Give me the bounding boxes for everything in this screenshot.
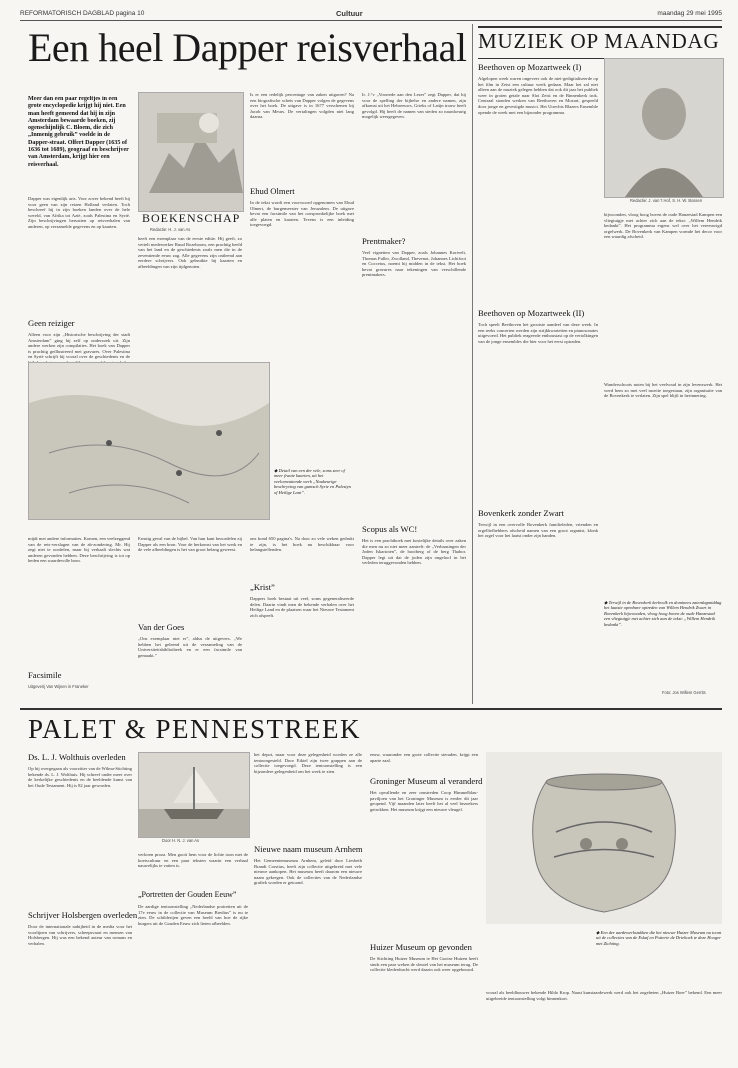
body-paragraph: Afgelopen week waren ongeveer ook de niet-gedigitaliseerde op het film in Zeist een cultuur week gedaan. Maar het zal niet alleen aan de muziek gelegen hebben dat ook dit jaar het publiek weer in groten getale naar Slot Zeist en de Binnenkerk trok. Centraal stonden werken van Beethoven en Mozart, gespeeld door jonge en gevestigde musici. Het Utrechts Blazers Ensemble opende de week met een bijzonder programma. [478,76,598,115]
body-paragraph: eeuw, waaronder een grote collectie sieraden, krijgt een aparte zaal. [370,752,478,763]
subheading-van-der-goes: Van der Goes [138,622,185,632]
map-caption [274,468,352,528]
body-paragraph: Terwijl in een overvolle Bovenkerk familieleden, vrienden en orgelliefhebbers afscheid namen van een groot organist, klonk het orgel voor het laatst onder zijn handen. [478,522,598,539]
body-paragraph: vooral als beeldhouwer bekende Hildo Krop. Naast kunstaardewerk werd ook het zogeheten „Huizer Boer” bekend. Een meer uitgebreide tentoonstelling volgt binnenkort. [486,990,722,1001]
caption-bullet-icon: ◆ [596,930,601,935]
portrait-illustration [605,59,723,197]
music-photo-credit: Foto: Jos Willem Gerrits [662,690,706,695]
music-credit: Redactie: J. van 't Hof, S. H. W. Bossen [630,198,702,203]
engraving-illustration [139,93,243,211]
body-paragraph: Dappers boek bestaat uit veel, soms gegeneraliseerde delen. Daarin vindt men de bekende verhalen over het Heilige Land en de plaatsen waar het Nieuwe Testament zich afspeelt. [250,596,354,618]
subheading-beethoven-1: Beethoven op Mozartweek (I) [478,62,582,72]
boekenschap-title: BOEKENSCHAP [142,211,241,225]
facsimile-credit: Uitgeverij Van Wijnen in Franeker [28,684,89,689]
body-paragraph: Het is een prachtboek met kostelijke details over zaken die men nu zo niet meer aantreft: de „Verbaasingen der Joden Iskarioten”, de hooiberg of de berg Thabor. Dapper legt uit dat de joden zijn ongeloof in het verleden teruggevonden hebben. [362,538,466,566]
body-paragraph: Wanderschoots noten bij het veelvoud in zijn levenswerk. Het werd hem zo met veel moeite toegestaan, zijn organisatie van de Bovenkerk te verlaten. Zijn spel blijft in herinnering. [604,382,722,399]
ship-illustration [139,753,249,837]
body-paragraph: heeft een exemplaar van de eerste editie. Hij geeft, zo vertelt medewerker Ruud Rozeboom, een prachtig beeld van het land en de geschiedenis zoals men die in de zeventiende eeuw zag. Alle gegevens zijn ontleend aan eerdere schrijvers. Ook gebruikte hij kaarten en afbeeldingen van zijn tijdgenoten. [138,236,242,269]
subheading-ehud-olmert: Ehud Olmert [250,186,295,196]
ship-photo-credit: Door H. N. J. van As [162,838,200,843]
caption-text: Detail van een der vele, soms zeer of meer fraaie kaarten, uit het veelomvattende werk „Naukeurige beschryving van gantsch Syrie en Palestyn of Heilige Lant”. [274,468,351,495]
body-paragraph: „Ons exemplaar niet er”, aldus de uitgevers. „We hebben het geleend uit de verzameling van de Universiteitsbibliotheek en er een facsimile van gemaakt.” [138,636,242,658]
body-paragraph: Op hij overgegaan als voorzitter van de Wilma-Stichting bekende ds. L. J. Wolthuis. Hij schreef onder meer over de kerkelijke geschiedenis en de beeldende kunst van het Oude Testament. Hij is 82 jaar geworden. [28,766,132,788]
publication-date: maandag 29 mei 1995 [657,10,722,17]
body-paragraph: Ernstig geval van de bijbel. Van hun kant beoordelen zij Dapper als een bron. Voor de herkomst van het werk en de vele afbeeldingen is het van groot belang geweest. [138,536,242,553]
subheading-portretten: „Portretten der Gouden Eeuw” [138,890,237,899]
article-title: Een heel Dapper reisverhaal [28,25,467,70]
body-paragraph: Door de internationale nabijheid in de media voor het voorlijnen van schrijvers, scheepsvaart en mensen van Holsbergen. Hij was een bekend auteur van romans en verhalen. [28,924,132,946]
article-lead: Meer dan een paar regeltjes in een grote encyclopedie krijgt hij niet. Een man heeft gemeend dat hij in zijn Amsterdam bewaarde boeken, zij ogenschijnlijk C. Bloem, die zich „Inmenig gebruik” voelde in de Dapper-straat. Olfert Dapper (1635 of 1636 tot 1689), geograaf en beschrijver van Amsterdam, krijgt hier een reisverhaal. [28,96,129,168]
subheading-facsimile: Facsimile [28,670,62,680]
vase-illustration [486,752,722,924]
caption-text: Een der aardewerkstukken die het nieuwe Huizer Museum nu toont uit de collecties van de Eskaf en Potterie de Driehoek te deze Hooger met Zichting. [596,930,722,946]
body-paragraph: Veel vignetten van Dapper, zoals Johannes Kortvelt, Thomas Fuller, Zwolland, Thevenot, Johannes Lichtfoot en Cocceius, noemt hij midden in de tekst. Het boek bevat gravures naar tekeningen van verschillende prentmakers. [362,250,466,278]
body-paragraph: mijdt met andere informaties. Komen, een veelzeggend van de reis-verslagen van de ab-zondering. Mr. Hij zegt niet te oordelen, maar hij verhaalt slechts wat anderen gevonden hebben. Deze beschrijving is tot op heden een waardevolle bron. [28,536,130,564]
section-name: Cultuur [336,9,363,18]
subheading-groninger: Groninger Museum al veranderd [370,776,483,786]
body-paragraph: ons bond 650 pagina's. Na door zo vele weken gedrukt te zijn, is het boek nu beschikbaar voor belangstellenden. [250,536,354,553]
music-header-box [478,26,722,59]
body-paragraph: Het Gemeentemuseum Arnhem, geleid door Liesbeth Brandt Corstius, heeft zijn collectie uitgebreid met vele nieuwe aankopen. Het museum heeft daarom een nieuwe naam gekregen. Ook de collecties van de Nederlandse grafiek worden er getoond. [254,858,362,886]
body-paragraph: Is er een redelijk percentage van zaken uitgaven? Na een biografische schets van Dapper volgen de gegevens over het boek. De uitgave is in 1677 verschenen bij Jacob van Meurs. De vertalingen volgden niet lang daarna. [250,92,354,120]
subheading-krist: „Krist” [250,582,275,592]
caption-text: Terwijl in de Bovenkerk kerkvolk en dominees zaterdagmiddag het laatste openbare optreden van Willem Hendrik Zwart in Bovenkerk bijwoonden, vloog hoog boven de oude Hanzestad een vliegtuigje met achter zich aan de tekst: „Willem Hendrik bedankt”. [604,600,722,627]
body-paragraph: De aardige tentoonstelling „Nederlandse portretten uit de 17e eeuw in de collectie van Museum Bredius” is nu te zien. De schilderijen geven een beeld van hoe de rijke burgers uit de Gouden Eeuw zich lieten afbeelden. [138,904,248,926]
section-divider [20,708,722,710]
music-section-title: MUZIEK OP MAANDAG [478,29,720,53]
paper-name: REFORMATORISCH DAGBLAD pagina 10 [20,10,145,17]
body-paragraph: bijwoonden, vloog hoog boven de oude Hanzestad Kampen een vliegtuigje met achter zich aan de tekst: „Willem Hendrik bedankt”. Het programma ergens wel over het vereeuwigd orgelwerk. De Bovenkerk van Kampen vormde het decor voor een waardig afscheid. [604,212,722,240]
music-caption [604,600,722,684]
body-paragraph: het depot, maar voor deze gelegenheid worden ze alle tentoongesteld. Door Eiktel zijn twee grappen aan de collectie toegevoegd. Deze tentoonstelling is een bijzondere gelegenheid om het werk te zien. [254,752,362,774]
subheading-wolthuis: Ds. L. J. Wolthuis overleden [28,752,126,762]
ship-painting-image [138,752,250,838]
body-paragraph: Het opvallende en zeer omstreden Coop Himmelblau-paviljoen van het Groninger Museum is eerder dit jaar geopend. Vijf maanden later heeft het al veel bezoekers getrokken. Het museum krijgt een nieuwe vleugel. [370,790,478,812]
subheading-arnhem: Nieuwe naam museum Arnhem [254,844,363,854]
map-image [28,362,270,520]
body-paragraph: Toch speelt Beethoven het grootste aandeel van deze week. In een reeks concerten werden zijn strijkkwartetten en pianosonates uitgevoerd. Het publiek reageerde enthousiast op de vertolkingen van de jonge ensembles die hier voor het eerst optraden. [478,322,598,344]
engraving-image [138,92,244,212]
subheading-geen-reiziger: Geen reiziger [28,318,75,328]
boekenschap-credit: Redactie: H. J. van As [150,227,191,232]
caption-bullet-icon: ◆ [604,600,609,605]
vase-image [486,752,722,924]
page-header [20,10,722,20]
body-paragraph: Alleen voor zijn „Historische beschrijving der stadt Amsterdam” ging hij zelf op onderzoek uit. Zijn andere werken zijn compilaties. Het boek van Dapper is prachtig geïllustreerd met gravures. Over Palestina en Syrië schrijft hij vooral over de geschiedenis en de [28,332,130,360]
column-divider [472,24,473,704]
subheading-holsbergen: Schrijver Holsbergen overleden [28,910,138,920]
subheading-beethoven-2: Beethoven op Mozartweek (II) [478,308,585,318]
subheading-huizer: Huizer Museum op gevonden [370,942,472,952]
palet-section-title: PALET & PENNESTREEK [28,714,362,744]
caption-bullet-icon: ◆ [274,468,279,473]
body-paragraph: verloren proza. Men gooit hem voor de lichte toon met de koetscultuur en een paar teksten waarin een verhaal nauwelijks te vatten is. [138,852,248,869]
conductor-photo [604,58,724,198]
subheading-scopus: Scopus als WC! [362,524,418,534]
body-paragraph: In de tekst wordt een voorwoord opgenomen van Ehud Olmert, de burgemeester van Jeruzalem. De uitgave bevat een facsimile van het oorspronkelijke boek met alle platen en kaarten. Tevens is een inleiding toegevoegd. [250,200,354,228]
body-paragraph: De Stichting Huizer Museum te Het Gooise Huizen heeft sinds een paar weken de sleutel van het museum terug. De collectie klederdracht werd daarin ook weer opgebouwd. [370,956,478,973]
header-rule [20,20,722,21]
map-illustration [29,363,269,519]
subheading-bovenkerk: Bovenkerk zonder Zwart [478,508,564,518]
vase-caption [596,930,722,986]
body-paragraph: Dapper was eigenlijk arts. Voor zover bekend heeft hij voor geen van zijn reizen Holland verlaten. Toch beschreef hij in zijn boeken landen over de hele wereld, van Afrika tot Azië, zoals Palestina en Syrië. Zijn beschrijvingen berustten op reisverhalen van anderen, op verzamelde gegevens en op kaarten. [28,196,130,229]
body-paragraph: Ir. J.°v „Voorrede aan den Lezer” zegt Dapper, dat hij voor de spelling der bijbelse en andere namen, zijn afkomst uit het Hebreeuws, Grieks of Latijn trouw heeft gevolgd. Hij heeft de namen van steden zo nauwkeurig mogelijk weergegeven. [362,92,466,120]
subheading-prentmaker: Prentmaker? [362,236,406,246]
